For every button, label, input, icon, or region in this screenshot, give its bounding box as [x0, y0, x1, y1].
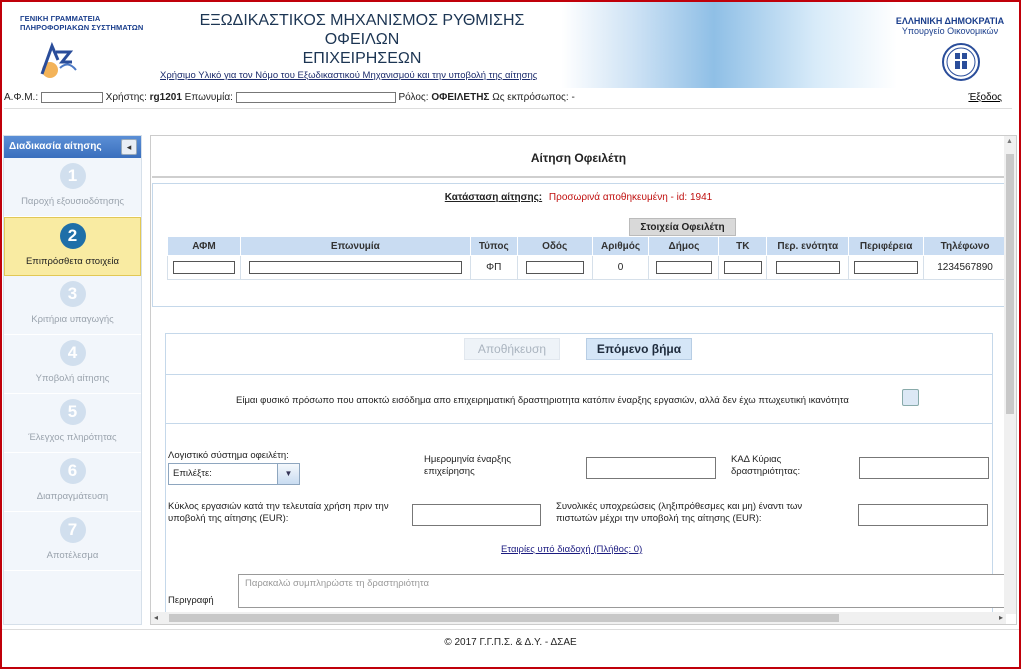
natural-person-checkbox[interactable] [902, 389, 919, 406]
scroll-thumb[interactable] [169, 614, 839, 622]
step-label: Παροχή εξουσιοδότησης [21, 196, 124, 207]
status-panel [152, 183, 1005, 307]
vertical-scrollbar[interactable] [1004, 136, 1016, 614]
user-label: Χρήστης: [105, 92, 147, 104]
description-label: Περιγραφή [168, 595, 214, 606]
region-cell [849, 256, 924, 280]
name-label: Επωνυμία: [184, 92, 233, 104]
representative-value: - [571, 92, 575, 104]
liabilities-input[interactable] [858, 504, 988, 526]
afm-label: Α.Φ.Μ.: [4, 92, 39, 104]
scroll-left-icon[interactable]: ◂ [154, 613, 159, 622]
sidebar-step-negotiation[interactable] [4, 453, 141, 512]
status-label: Κατάσταση αίτησης: [444, 192, 543, 203]
next-step-button[interactable]: Επόμενο βήμα [586, 338, 692, 360]
accounting-system-value: Επιλέξτε: [173, 468, 212, 479]
representative-label: Ως εκπρόσωπος: [492, 92, 569, 104]
step-number: 3 [60, 281, 86, 307]
column-header: Δήμος [649, 237, 719, 256]
horizontal-scrollbar[interactable] [151, 612, 1006, 624]
step-number: 7 [60, 517, 86, 543]
org-name-line2: ΠΛΗΡΟΦΟΡΙΑΚΩΝ ΣΥΣΤΗΜΑΤΩΝ [20, 23, 144, 32]
sidebar-step-completeness[interactable] [4, 394, 141, 453]
save-button[interactable]: Αποθήκευση [464, 338, 560, 360]
step-label: Υποβολή αίτησης [35, 373, 110, 384]
step-number: 6 [60, 458, 86, 484]
column-header: Περ. ενότητα [767, 237, 849, 256]
app-title-line1: ΕΞΩΔΙΚΑΣΤΙΚΟΣ ΜΗΧΑΝΙΣΜΟΣ ΡΥΘΜΙΣΗΣ ΟΦΕΙΛΩΝ [199, 12, 525, 48]
turnover-label: Κύκλος εργασιών κατά την τελευταία χρήση πριν την υποβολή της αίτησης (EUR): [168, 501, 389, 524]
scroll-thumb[interactable] [1006, 154, 1014, 414]
debtor-table [167, 236, 1007, 280]
scroll-up-icon[interactable]: ▲ [1006, 138, 1013, 145]
start-date-label: Ημερομηνία έναρξης επιχείρησης [424, 454, 512, 477]
role-value: ΟΦΕΙΛΕΤΗΣ [431, 92, 490, 104]
process-sidebar [3, 135, 142, 625]
column-header: Αριθμός [592, 237, 649, 256]
sidebar-step-submission[interactable] [4, 335, 141, 394]
step-label: Αποτέλεσμα [46, 550, 99, 561]
scroll-right-icon[interactable]: ▸ [998, 613, 1003, 622]
natural-person-section [166, 374, 992, 424]
name-value-box [236, 92, 396, 103]
column-header: Οδός [517, 237, 592, 256]
afm-value-box [41, 92, 103, 103]
kad-label: ΚΑΔ Κύριας δραστηριότητας: [731, 454, 801, 477]
page-header [2, 2, 1019, 88]
user-value: rg1201 [149, 92, 182, 104]
main-content [150, 135, 1017, 625]
column-header: Τύπος [470, 237, 517, 256]
column-header: Περιφέρεια [849, 237, 924, 256]
divider [4, 108, 1012, 109]
step-label: Έλεγχος πληρότητας [28, 432, 117, 443]
step-number: 2 [60, 223, 86, 249]
natural-person-text: Είμαι φυσικό πρόσωπο που αποκτώ εισόδημα απο επιχειρηματική δραστηριοτητα κατόπιν έναρξης εργασιών, αλλά δεν έχω πτωχευτική ικανότητα [236, 395, 849, 406]
municipality-input[interactable] [656, 261, 712, 274]
sidebar-header [4, 136, 141, 158]
tab-debtor-details[interactable]: Στοιχεία Οφειλέτη [629, 218, 736, 236]
region-input[interactable] [854, 261, 918, 274]
postcode-cell [719, 256, 767, 280]
sidebar-title: Διαδικασία αίτησης [9, 141, 102, 152]
logout-link[interactable]: Έξοδος [968, 92, 1002, 103]
page-footer [2, 629, 1019, 667]
type-cell: ΦΠ [470, 256, 517, 280]
role-label: Ρόλος: [398, 92, 429, 104]
liabilities-label: Συνολικές υποχρεώσεις (ληξιπρόθεσμες και μη) έναντι των πιστωτών μέχρι την υποβολή της αίτησης (EUR): [556, 501, 803, 524]
regional-unit-cell [767, 256, 849, 280]
org-name [20, 14, 160, 32]
gsis-logo-icon [38, 40, 80, 78]
ministry-name [886, 16, 1014, 36]
application-form [165, 333, 993, 625]
chevron-left-icon[interactable]: ◂ [121, 139, 137, 155]
page-title: Αίτηση Οφειλέτη [152, 142, 1005, 178]
column-header: ΑΦΜ [168, 237, 241, 256]
sidebar-step-authorization[interactable] [4, 158, 141, 217]
greek-emblem-icon [941, 42, 981, 82]
step-label: Διαπραγμάτευση [36, 491, 109, 502]
name-input[interactable] [249, 261, 462, 274]
application-status [153, 192, 1004, 203]
chevron-down-icon: ▼ [277, 464, 299, 484]
ministry-line1: ΕΛΛΗΝΙΚΗ ΔΗΜΟΚΡΑΤΙΑ [895, 16, 1005, 26]
phone-cell: 1234567890 [924, 256, 1007, 280]
step-number: 5 [60, 399, 86, 425]
app-title-line2: ΕΠΙΧΕΙΡΗΣΕΩΝ [302, 50, 422, 67]
column-header: Τηλέφωνο [924, 237, 1007, 256]
ministry-line2: Υπουργείο Οικονομικών [901, 26, 999, 36]
accounting-system-select[interactable] [168, 463, 300, 485]
turnover-input[interactable] [412, 504, 541, 526]
afm-cell [168, 256, 241, 280]
app-title [162, 11, 562, 68]
number-cell: 0 [592, 256, 649, 280]
step-label: Κριτήρια υπαγωγής [31, 314, 114, 325]
sidebar-step-result[interactable] [4, 512, 141, 571]
sidebar-step-criteria[interactable] [4, 276, 141, 335]
start-date-input[interactable] [586, 457, 716, 479]
user-info-bar [4, 92, 1014, 106]
column-header: Επωνυμία [240, 237, 470, 256]
sidebar-step-additional-info[interactable] [4, 217, 141, 276]
copyright-text: © 2017 Γ.Γ.Π.Σ. & Δ.Υ. - ΔΣΑΕ [444, 637, 577, 648]
successor-companies-link[interactable]: Εταιρίες υπό διαδοχή (Πλήθος: 0) [501, 544, 643, 555]
street-input[interactable] [526, 261, 584, 274]
accounting-system-label: Λογιστικό σύστημα οφειλέτη: [168, 450, 289, 461]
regional-unit-input[interactable] [776, 261, 840, 274]
status-value: Προσωρινά αποθηκευμένη - id: 1941 [548, 192, 713, 203]
name-cell [240, 256, 470, 280]
street-cell [517, 256, 592, 280]
org-name-line1: ΓΕΝΙΚΗ ΓΡΑΜΜΑΤΕΙΑ [20, 14, 101, 23]
useful-material-link[interactable]: Χρήσιμο Υλικό για τον Νόμο του Εξωδικαστικού Μηχανισμού και την υποβολή της αίτησης [160, 70, 538, 81]
step-number: 4 [60, 340, 86, 366]
step-number: 1 [60, 163, 86, 189]
table-row [168, 256, 1007, 280]
kad-input[interactable] [859, 457, 989, 479]
table-header-row [168, 237, 1007, 256]
step-label: Επιπρόσθετα στοιχεία [25, 256, 120, 267]
municipality-cell [649, 256, 719, 280]
column-header: ΤΚ [719, 237, 767, 256]
afm-input[interactable] [173, 261, 235, 274]
description-textarea[interactable]: Παρακαλώ συμπληρώστε τη δραστηριότητα [238, 574, 1008, 608]
postcode-input[interactable] [724, 261, 762, 274]
